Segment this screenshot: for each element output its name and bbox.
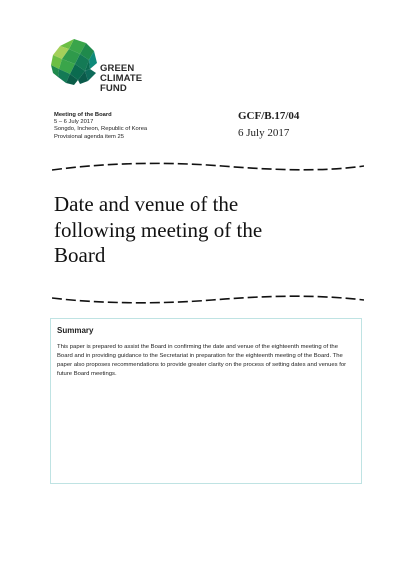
summary-box: [50, 318, 362, 484]
meeting-title: Meeting of the Board: [54, 112, 112, 118]
meeting-info: [54, 112, 147, 141]
document-info: [238, 110, 299, 139]
document-title: [54, 192, 354, 269]
green-globe-logo-icon: [50, 38, 98, 86]
meeting-agenda: Provisional agenda item 25: [54, 133, 124, 140]
gcf-logo: [50, 38, 200, 96]
logo-line-2: CLIMATE: [100, 73, 143, 84]
summary-heading: Summary: [57, 326, 94, 335]
title-line-1: Date and venue of the: [54, 192, 239, 216]
wave-divider-bottom: [52, 292, 364, 306]
meeting-dates: 5 – 6 July 2017: [54, 119, 94, 126]
logo-wordmark: [100, 64, 142, 94]
title-line-3: Board: [54, 243, 106, 267]
wave-divider-top: [52, 160, 364, 174]
logo-line-1: GREEN: [100, 63, 135, 74]
meeting-location: Songdo, Incheon, Republic of Korea: [54, 126, 148, 133]
document-code: GCF/B.17/04: [238, 110, 300, 122]
title-line-2: following meeting of the: [54, 217, 263, 242]
document-date: 6 July 2017: [238, 127, 290, 139]
summary-body: This paper is prepared to assist the Board in confirming the date and venue of the eighteenth meeting of the Board and in providing guidance to the Secretariat in preparation for the eighteenth meeting of the Board. The paper also proposes recommendations to provide greater clarity on the process of setting dates and venues for future Board meetings.: [57, 344, 347, 377]
logo-line-3: FUND: [100, 83, 127, 94]
